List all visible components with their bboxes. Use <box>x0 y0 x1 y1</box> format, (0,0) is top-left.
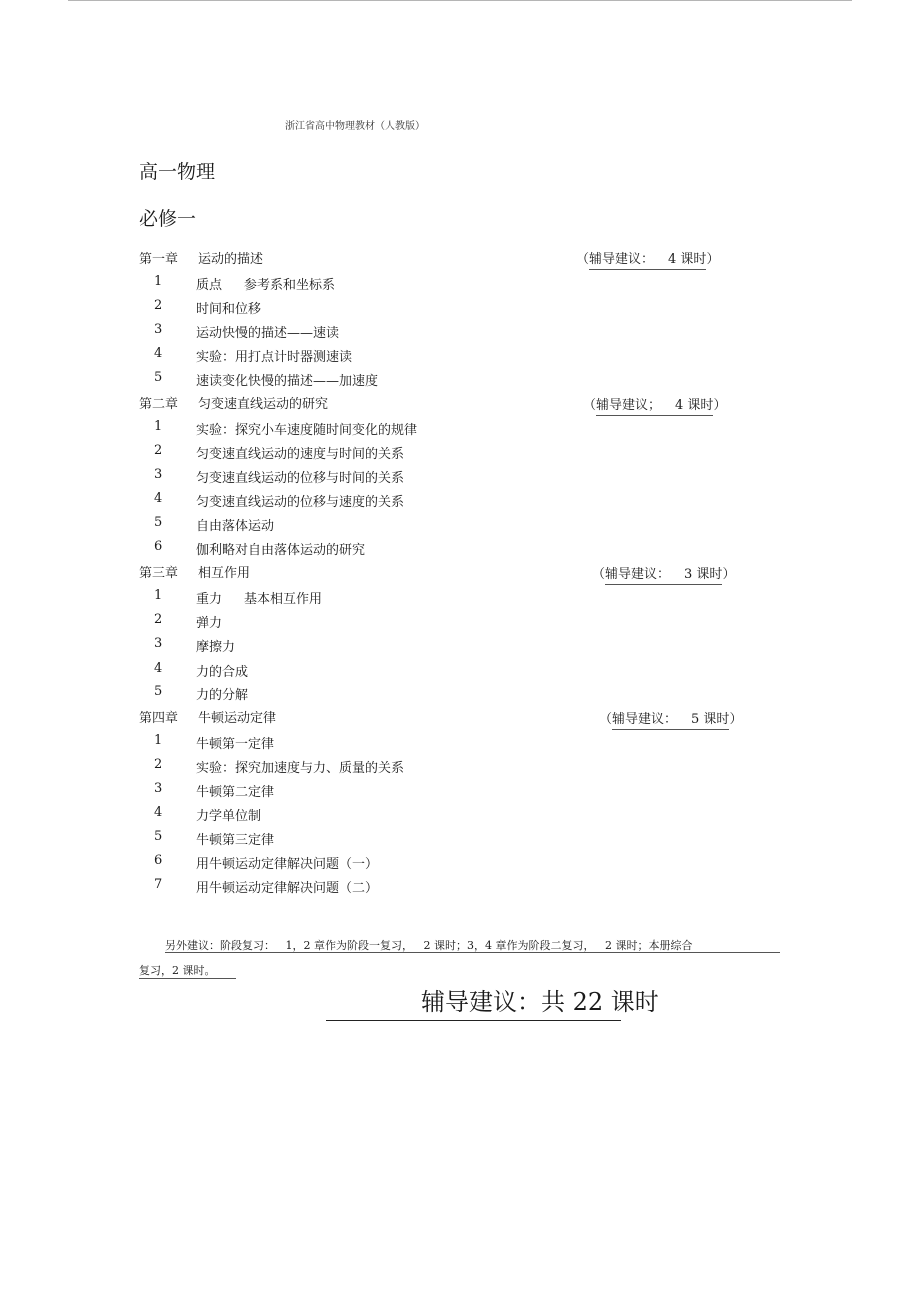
lesson-title: 用牛顿运动定律解决问题（一） <box>196 857 379 872</box>
lesson-title: 匀变速直线运动的位移与时间的关系 <box>196 471 405 486</box>
grade-title: 高一物理 <box>139 161 216 183</box>
advice-underlined <box>612 708 729 730</box>
lesson-title <box>196 588 322 607</box>
lesson-number: 2 <box>154 612 163 627</box>
lesson-number: 1 <box>154 419 163 434</box>
note-underline <box>139 978 236 979</box>
lesson-number: 3 <box>154 636 163 651</box>
lesson-title: 用牛顿运动定律解决问题（二） <box>196 881 379 896</box>
advice-hours: 4 课时 <box>675 398 714 413</box>
review-note-line1: 另外建议：阶段复习： 1，2 章作为阶段一复习， 2 课时；3，4 章作为阶段二复习， 2 课时；本册综合 <box>165 939 693 952</box>
chapter-name: 牛顿运动定律 <box>198 711 277 726</box>
lesson-title: 实验：用打点计时器测速读 <box>196 350 353 365</box>
chapter-advice <box>583 394 726 416</box>
lesson-title: 力学单位制 <box>196 809 262 824</box>
lesson-number: 3 <box>154 467 163 482</box>
lesson-title-part: 参考系和坐标系 <box>244 278 336 293</box>
lesson-title: 匀变速直线运动的速度与时间的关系 <box>196 447 405 462</box>
document-subtitle: 浙江省高中物理教材（人教版） <box>285 121 425 132</box>
lesson-number: 3 <box>154 781 163 796</box>
advice-open-paren: （ <box>599 712 613 727</box>
chapter-label: 第三章 <box>139 566 179 581</box>
lesson-number: 6 <box>154 853 163 868</box>
chapter-label: 第二章 <box>139 397 179 412</box>
lesson-number: 4 <box>154 805 163 820</box>
lesson-number: 6 <box>154 539 163 554</box>
total-hours-heading: 辅导建议：共 22 课时 <box>421 988 659 1016</box>
lesson-number: 5 <box>154 370 163 385</box>
page-top-rule <box>68 0 852 1</box>
lesson-number: 4 <box>154 346 163 361</box>
advice-hours: 4 课时 <box>668 252 707 267</box>
lesson-number: 4 <box>154 491 163 506</box>
advice-label: 辅导建议： <box>589 252 655 267</box>
chapter-name: 运动的描述 <box>198 252 264 267</box>
lesson-title <box>196 274 335 293</box>
advice-underlined <box>605 563 722 585</box>
advice-hours: 3 课时 <box>684 567 723 582</box>
book-title: 必修一 <box>139 208 197 230</box>
chapter-name: 匀变速直线运动的研究 <box>198 397 329 412</box>
lesson-title-part: 基本相互作用 <box>244 592 323 607</box>
lesson-number: 4 <box>154 661 163 676</box>
note-underline <box>165 952 780 953</box>
advice-label: 辅导建议： <box>605 567 671 582</box>
advice-open-paren: （ <box>583 398 597 413</box>
advice-close-paren: ） <box>706 252 720 267</box>
advice-label: 辅导建议： <box>612 712 678 727</box>
lesson-title: 弹力 <box>196 616 223 631</box>
lesson-title: 力的合成 <box>196 665 249 680</box>
lesson-title: 力的分解 <box>196 688 249 703</box>
lesson-title: 运动快慢的描述——速读 <box>196 326 340 341</box>
chapter-advice <box>576 248 719 270</box>
chapter-name: 相互作用 <box>198 566 251 581</box>
advice-hours: 5 课时 <box>691 712 730 727</box>
lesson-title: 匀变速直线运动的位移与速度的关系 <box>196 495 405 510</box>
advice-underlined <box>589 248 706 270</box>
chapter-advice <box>599 708 742 730</box>
chapter-advice <box>592 563 735 585</box>
lesson-title: 自由落体运动 <box>196 519 275 534</box>
lesson-number: 5 <box>154 515 163 530</box>
advice-close-paren: ） <box>713 398 727 413</box>
lesson-number: 2 <box>154 757 163 772</box>
lesson-number: 5 <box>154 829 163 844</box>
review-note-line2: 复习，2 课时。 <box>139 964 216 977</box>
lesson-title: 速读变化快慢的描述——加速度 <box>196 374 379 389</box>
lesson-title: 伽利略对自由落体运动的研究 <box>196 543 366 558</box>
advice-underlined <box>596 394 713 416</box>
advice-close-paren: ） <box>729 712 743 727</box>
total-underline <box>326 1020 621 1021</box>
lesson-number: 7 <box>154 877 163 892</box>
chapter-label: 第一章 <box>139 252 179 267</box>
lesson-number: 5 <box>154 684 163 699</box>
lesson-title: 实验：探究小车速度随时间变化的规律 <box>196 423 418 438</box>
lesson-number: 2 <box>154 298 163 313</box>
lesson-number: 2 <box>154 443 163 458</box>
lesson-title: 牛顿第二定律 <box>196 785 275 800</box>
chapter-heading <box>139 248 263 267</box>
chapter-label: 第四章 <box>139 711 179 726</box>
advice-open-paren: （ <box>576 252 590 267</box>
lesson-number: 1 <box>154 588 163 603</box>
lesson-number: 1 <box>154 733 163 748</box>
chapter-heading <box>139 562 250 581</box>
advice-label: 辅导建议； <box>596 398 662 413</box>
lesson-title-part: 质点 <box>196 278 223 293</box>
lesson-number: 1 <box>154 274 163 289</box>
advice-open-paren: （ <box>592 567 606 582</box>
lesson-title: 牛顿第三定律 <box>196 833 275 848</box>
lesson-title: 实验：探究加速度与力、质量的关系 <box>196 761 405 776</box>
lesson-number: 3 <box>154 322 163 337</box>
chapter-heading <box>139 707 276 726</box>
lesson-title-part: 重力 <box>196 592 223 607</box>
lesson-title: 摩擦力 <box>196 640 236 655</box>
lesson-title: 时间和位移 <box>196 302 262 317</box>
lesson-title: 牛顿第一定律 <box>196 737 275 752</box>
advice-close-paren: ） <box>722 567 736 582</box>
chapter-heading <box>139 393 328 412</box>
